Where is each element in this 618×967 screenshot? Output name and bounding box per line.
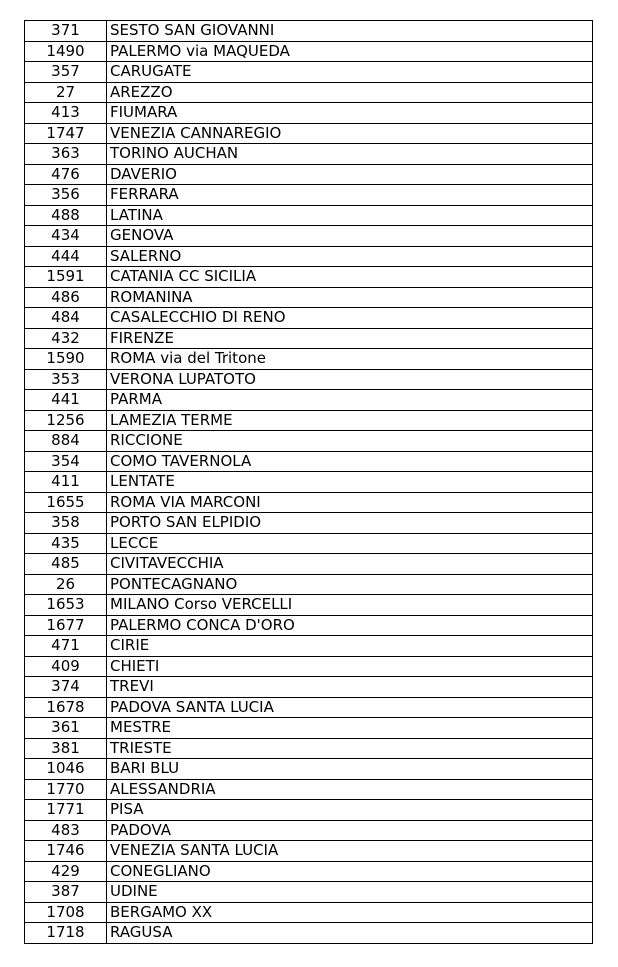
- store-code-cell: 413: [25, 103, 107, 124]
- table-row: [25, 308, 593, 329]
- table-row: [25, 185, 593, 206]
- store-code-cell: 1591: [25, 267, 107, 288]
- table-row: [25, 472, 593, 493]
- table-row: [25, 349, 593, 370]
- store-name-cell: CHIETI: [107, 656, 593, 677]
- store-code-cell: 486: [25, 287, 107, 308]
- store-name-cell: CIRIE: [107, 636, 593, 657]
- table-row: [25, 82, 593, 103]
- table-row: [25, 677, 593, 698]
- store-name-cell: VERONA LUPATOTO: [107, 369, 593, 390]
- store-name-cell: PARMA: [107, 390, 593, 411]
- store-code-cell: 358: [25, 513, 107, 534]
- store-code-cell: 488: [25, 205, 107, 226]
- table-row: [25, 861, 593, 882]
- store-code-cell: 1046: [25, 759, 107, 780]
- store-code-cell: 27: [25, 82, 107, 103]
- table-row: [25, 41, 593, 62]
- store-code-cell: 432: [25, 328, 107, 349]
- store-name-cell: UDINE: [107, 882, 593, 903]
- store-code-cell: 361: [25, 718, 107, 739]
- table-row: [25, 103, 593, 124]
- store-code-cell: 1770: [25, 779, 107, 800]
- store-name-cell: TREVI: [107, 677, 593, 698]
- store-code-cell: 1590: [25, 349, 107, 370]
- store-name-cell: PISA: [107, 800, 593, 821]
- store-code-cell: 381: [25, 738, 107, 759]
- store-name-cell: CASALECCHIO DI RENO: [107, 308, 593, 329]
- store-code-cell: 357: [25, 62, 107, 83]
- store-name-cell: CARUGATE: [107, 62, 593, 83]
- table-row: [25, 62, 593, 83]
- store-code-cell: 354: [25, 451, 107, 472]
- table-row: [25, 882, 593, 903]
- store-code-cell: 356: [25, 185, 107, 206]
- store-name-cell: ROMA via del Tritone: [107, 349, 593, 370]
- store-name-cell: TRIESTE: [107, 738, 593, 759]
- store-code-cell: 387: [25, 882, 107, 903]
- store-name-cell: CONEGLIANO: [107, 861, 593, 882]
- table-row: [25, 533, 593, 554]
- store-code-cell: 444: [25, 246, 107, 267]
- store-code-cell: 409: [25, 656, 107, 677]
- store-name-cell: PONTECAGNANO: [107, 574, 593, 595]
- store-code-cell: 353: [25, 369, 107, 390]
- table-row: [25, 800, 593, 821]
- table-row: [25, 697, 593, 718]
- table-row: [25, 759, 593, 780]
- store-code-cell: 371: [25, 21, 107, 42]
- store-name-cell: CATANIA CC SICILIA: [107, 267, 593, 288]
- table-row: [25, 595, 593, 616]
- table-row: [25, 656, 593, 677]
- store-name-cell: LENTATE: [107, 472, 593, 493]
- table-row: [25, 164, 593, 185]
- table-row: [25, 205, 593, 226]
- store-code-cell: 26: [25, 574, 107, 595]
- table-row: [25, 21, 593, 42]
- store-name-cell: LAMEZIA TERME: [107, 410, 593, 431]
- table-row: [25, 636, 593, 657]
- store-name-cell: FIUMARA: [107, 103, 593, 124]
- table-row: [25, 328, 593, 349]
- store-name-cell: GENOVA: [107, 226, 593, 247]
- store-name-cell: MILANO Corso VERCELLI: [107, 595, 593, 616]
- table-row: [25, 718, 593, 739]
- table-row: [25, 841, 593, 862]
- table-row: [25, 738, 593, 759]
- store-name-cell: PALERMO via MAQUEDA: [107, 41, 593, 62]
- store-code-cell: 1746: [25, 841, 107, 862]
- table-row: [25, 369, 593, 390]
- table-row: [25, 451, 593, 472]
- store-name-cell: SALERNO: [107, 246, 593, 267]
- store-code-cell: 1708: [25, 902, 107, 923]
- table-row: [25, 267, 593, 288]
- store-code-cell: 1678: [25, 697, 107, 718]
- store-code-cell: 434: [25, 226, 107, 247]
- store-code-cell: 429: [25, 861, 107, 882]
- store-name-cell: PADOVA SANTA LUCIA: [107, 697, 593, 718]
- store-name-cell: PADOVA: [107, 820, 593, 841]
- store-name-cell: TORINO AUCHAN: [107, 144, 593, 165]
- store-code-cell: 1677: [25, 615, 107, 636]
- table-row: [25, 554, 593, 575]
- table-row: [25, 390, 593, 411]
- table-row: [25, 820, 593, 841]
- store-name-cell: ALESSANDRIA: [107, 779, 593, 800]
- store-code-cell: 363: [25, 144, 107, 165]
- table-row: [25, 513, 593, 534]
- store-code-cell: 1718: [25, 923, 107, 944]
- store-name-cell: ROMA VIA MARCONI: [107, 492, 593, 513]
- table-row: [25, 615, 593, 636]
- store-code-cell: 1655: [25, 492, 107, 513]
- store-name-cell: LECCE: [107, 533, 593, 554]
- store-name-cell: COMO TAVERNOLA: [107, 451, 593, 472]
- store-code-cell: 435: [25, 533, 107, 554]
- store-code-cell: 1653: [25, 595, 107, 616]
- store-name-cell: MESTRE: [107, 718, 593, 739]
- store-name-cell: VENEZIA SANTA LUCIA: [107, 841, 593, 862]
- table-row: [25, 410, 593, 431]
- table-row: [25, 779, 593, 800]
- store-code-cell: 1747: [25, 123, 107, 144]
- table-row: [25, 902, 593, 923]
- store-name-cell: FERRARA: [107, 185, 593, 206]
- store-name-cell: RICCIONE: [107, 431, 593, 452]
- store-code-cell: 374: [25, 677, 107, 698]
- store-name-cell: CIVITAVECCHIA: [107, 554, 593, 575]
- store-name-cell: FIRENZE: [107, 328, 593, 349]
- table-row: [25, 923, 593, 944]
- store-name-cell: BARI BLU: [107, 759, 593, 780]
- store-name-cell: DAVERIO: [107, 164, 593, 185]
- store-name-cell: ROMANINA: [107, 287, 593, 308]
- table-row: [25, 574, 593, 595]
- store-code-cell: 411: [25, 472, 107, 493]
- store-code-cell: 484: [25, 308, 107, 329]
- store-code-cell: 1771: [25, 800, 107, 821]
- table-row: [25, 123, 593, 144]
- store-code-cell: 483: [25, 820, 107, 841]
- store-code-cell: 471: [25, 636, 107, 657]
- store-name-cell: AREZZO: [107, 82, 593, 103]
- table-row: [25, 246, 593, 267]
- table-row: [25, 226, 593, 247]
- store-name-cell: SESTO SAN GIOVANNI: [107, 21, 593, 42]
- table-row: [25, 144, 593, 165]
- table-row: [25, 431, 593, 452]
- store-code-cell: 1490: [25, 41, 107, 62]
- table-row: [25, 492, 593, 513]
- table-row: [25, 287, 593, 308]
- store-name-cell: PORTO SAN ELPIDIO: [107, 513, 593, 534]
- store-name-cell: VENEZIA CANNAREGIO: [107, 123, 593, 144]
- store-code-cell: 485: [25, 554, 107, 575]
- store-code-cell: 476: [25, 164, 107, 185]
- store-name-cell: RAGUSA: [107, 923, 593, 944]
- store-code-cell: 1256: [25, 410, 107, 431]
- store-list-table: [24, 20, 593, 944]
- store-list-body: [25, 21, 593, 944]
- store-code-cell: 884: [25, 431, 107, 452]
- store-name-cell: BERGAMO XX: [107, 902, 593, 923]
- store-code-cell: 441: [25, 390, 107, 411]
- store-name-cell: PALERMO CONCA D'ORO: [107, 615, 593, 636]
- store-name-cell: LATINA: [107, 205, 593, 226]
